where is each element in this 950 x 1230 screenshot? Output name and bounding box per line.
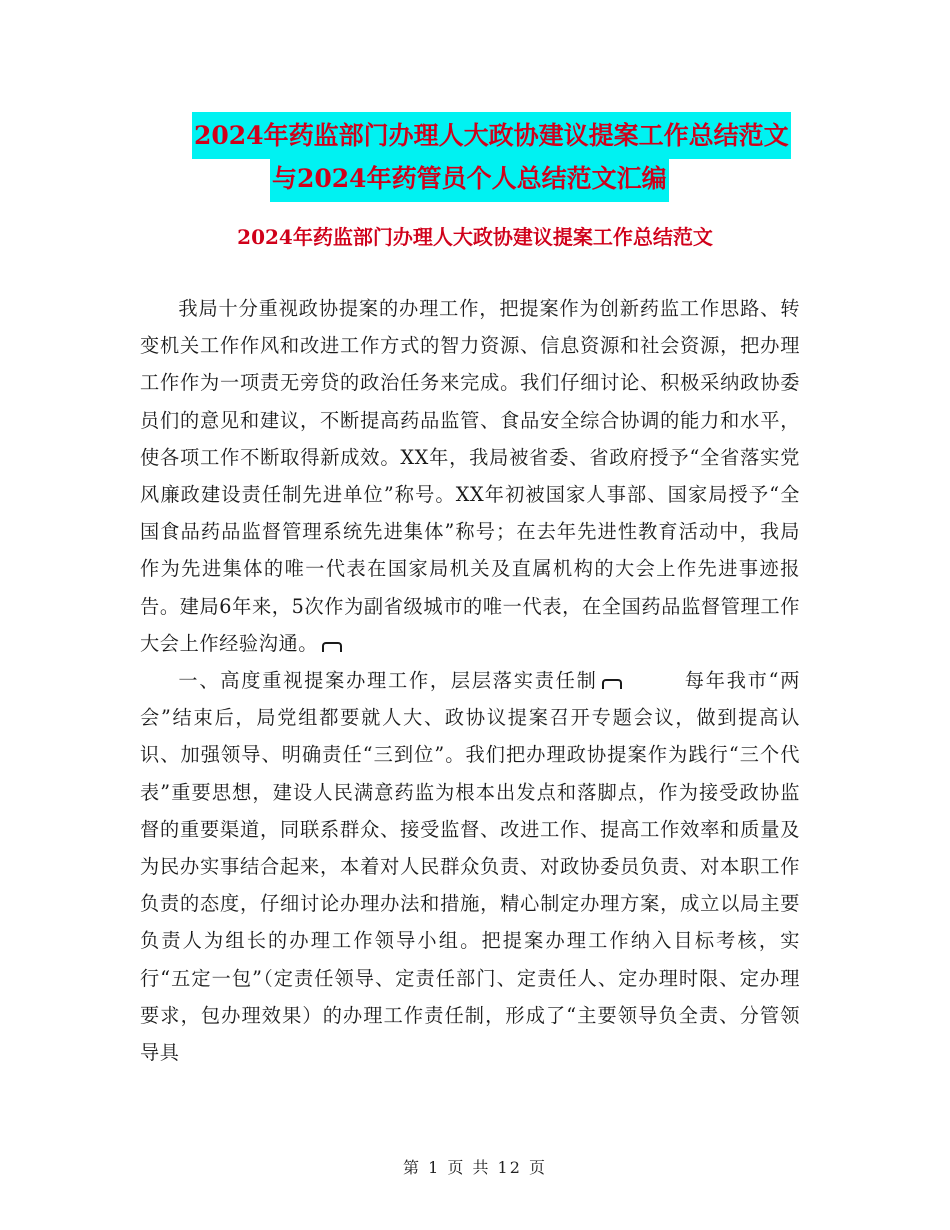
paragraph-2-heading: 一、高度重视提案办理工作，层层落实责任制 <box>178 669 598 693</box>
title-line-1: 2024年药监部门办理人大政协建议提案工作总结范文 <box>192 112 791 159</box>
page-footer: 第 1 页 共 12 页 <box>403 1158 547 1177</box>
title-line-2: 与2024年药管员个人总结范文汇编 <box>270 155 669 202</box>
paragraph-end-mark-icon <box>602 679 622 689</box>
paragraph-1 <box>140 290 800 662</box>
paragraph-2-text: 每年我市“两会”结束后，局党组都要就人大、政协议提案召开专题会议，做到提高认识、加强领导、明确责任“三到位”。我们把办理政协提案作为践行“三个代表”重要思想，建设人民满意药监为根本出发点和落脚点，作为接受政协监督的重要渠道，同联系群众、接受监督、改进工作、提高工作效率和质量及为民办实事结合起来，本着对人民群众负责、对政协委员负责、对本职工作负责的态度，仔细讨论办理办法和措施，精心制定办理方案，成立以局主要负责人为组长的办理工作领导小组。把提案办理工作纳入目标考核，实行“五定一包”（定责任领导、定责任部门、定责任人、定办理时限、定办理要求，包办理效果）的办理工作责任制，形成了“主要领导负全责、分管领导具 <box>140 669 800 1065</box>
paragraph-1-text: 我局十分重视政协提案的办理工作，把提案作为创新药监工作思路、转变机关工作作风和改进工作方式的智力资源、信息资源和社会资源，把办理工作作为一项责无旁贷的政治任务来完成。我们仔细讨论、积极采纳政协委员们的意见和建议，不断提高药品监管、食品安全综合协调的能力和水平，使各项工作不断取得新成效。XX年，我局被省委、省政府授予“全省落实党风廉政建设责任制先进单位”称号。XX年初被国家人事部、国家局授予“全国食品药品监督管理系统先进集体”称号；在去年先进性教育活动中，我局作为先进集体的唯一代表在国家局机关及直属机构的大会上作先进事迹报告。建局6年来，5次作为副省级城市的唯一代表，在全国药品监督管理工作大会上作经验沟通。 <box>140 297 800 655</box>
section-title: 2024年药监部门办理人大政协建议提案工作总结范文 <box>237 225 713 249</box>
document-body <box>140 290 800 1071</box>
paragraph-2 <box>140 662 800 1071</box>
paragraph-end-mark-icon <box>322 642 342 652</box>
